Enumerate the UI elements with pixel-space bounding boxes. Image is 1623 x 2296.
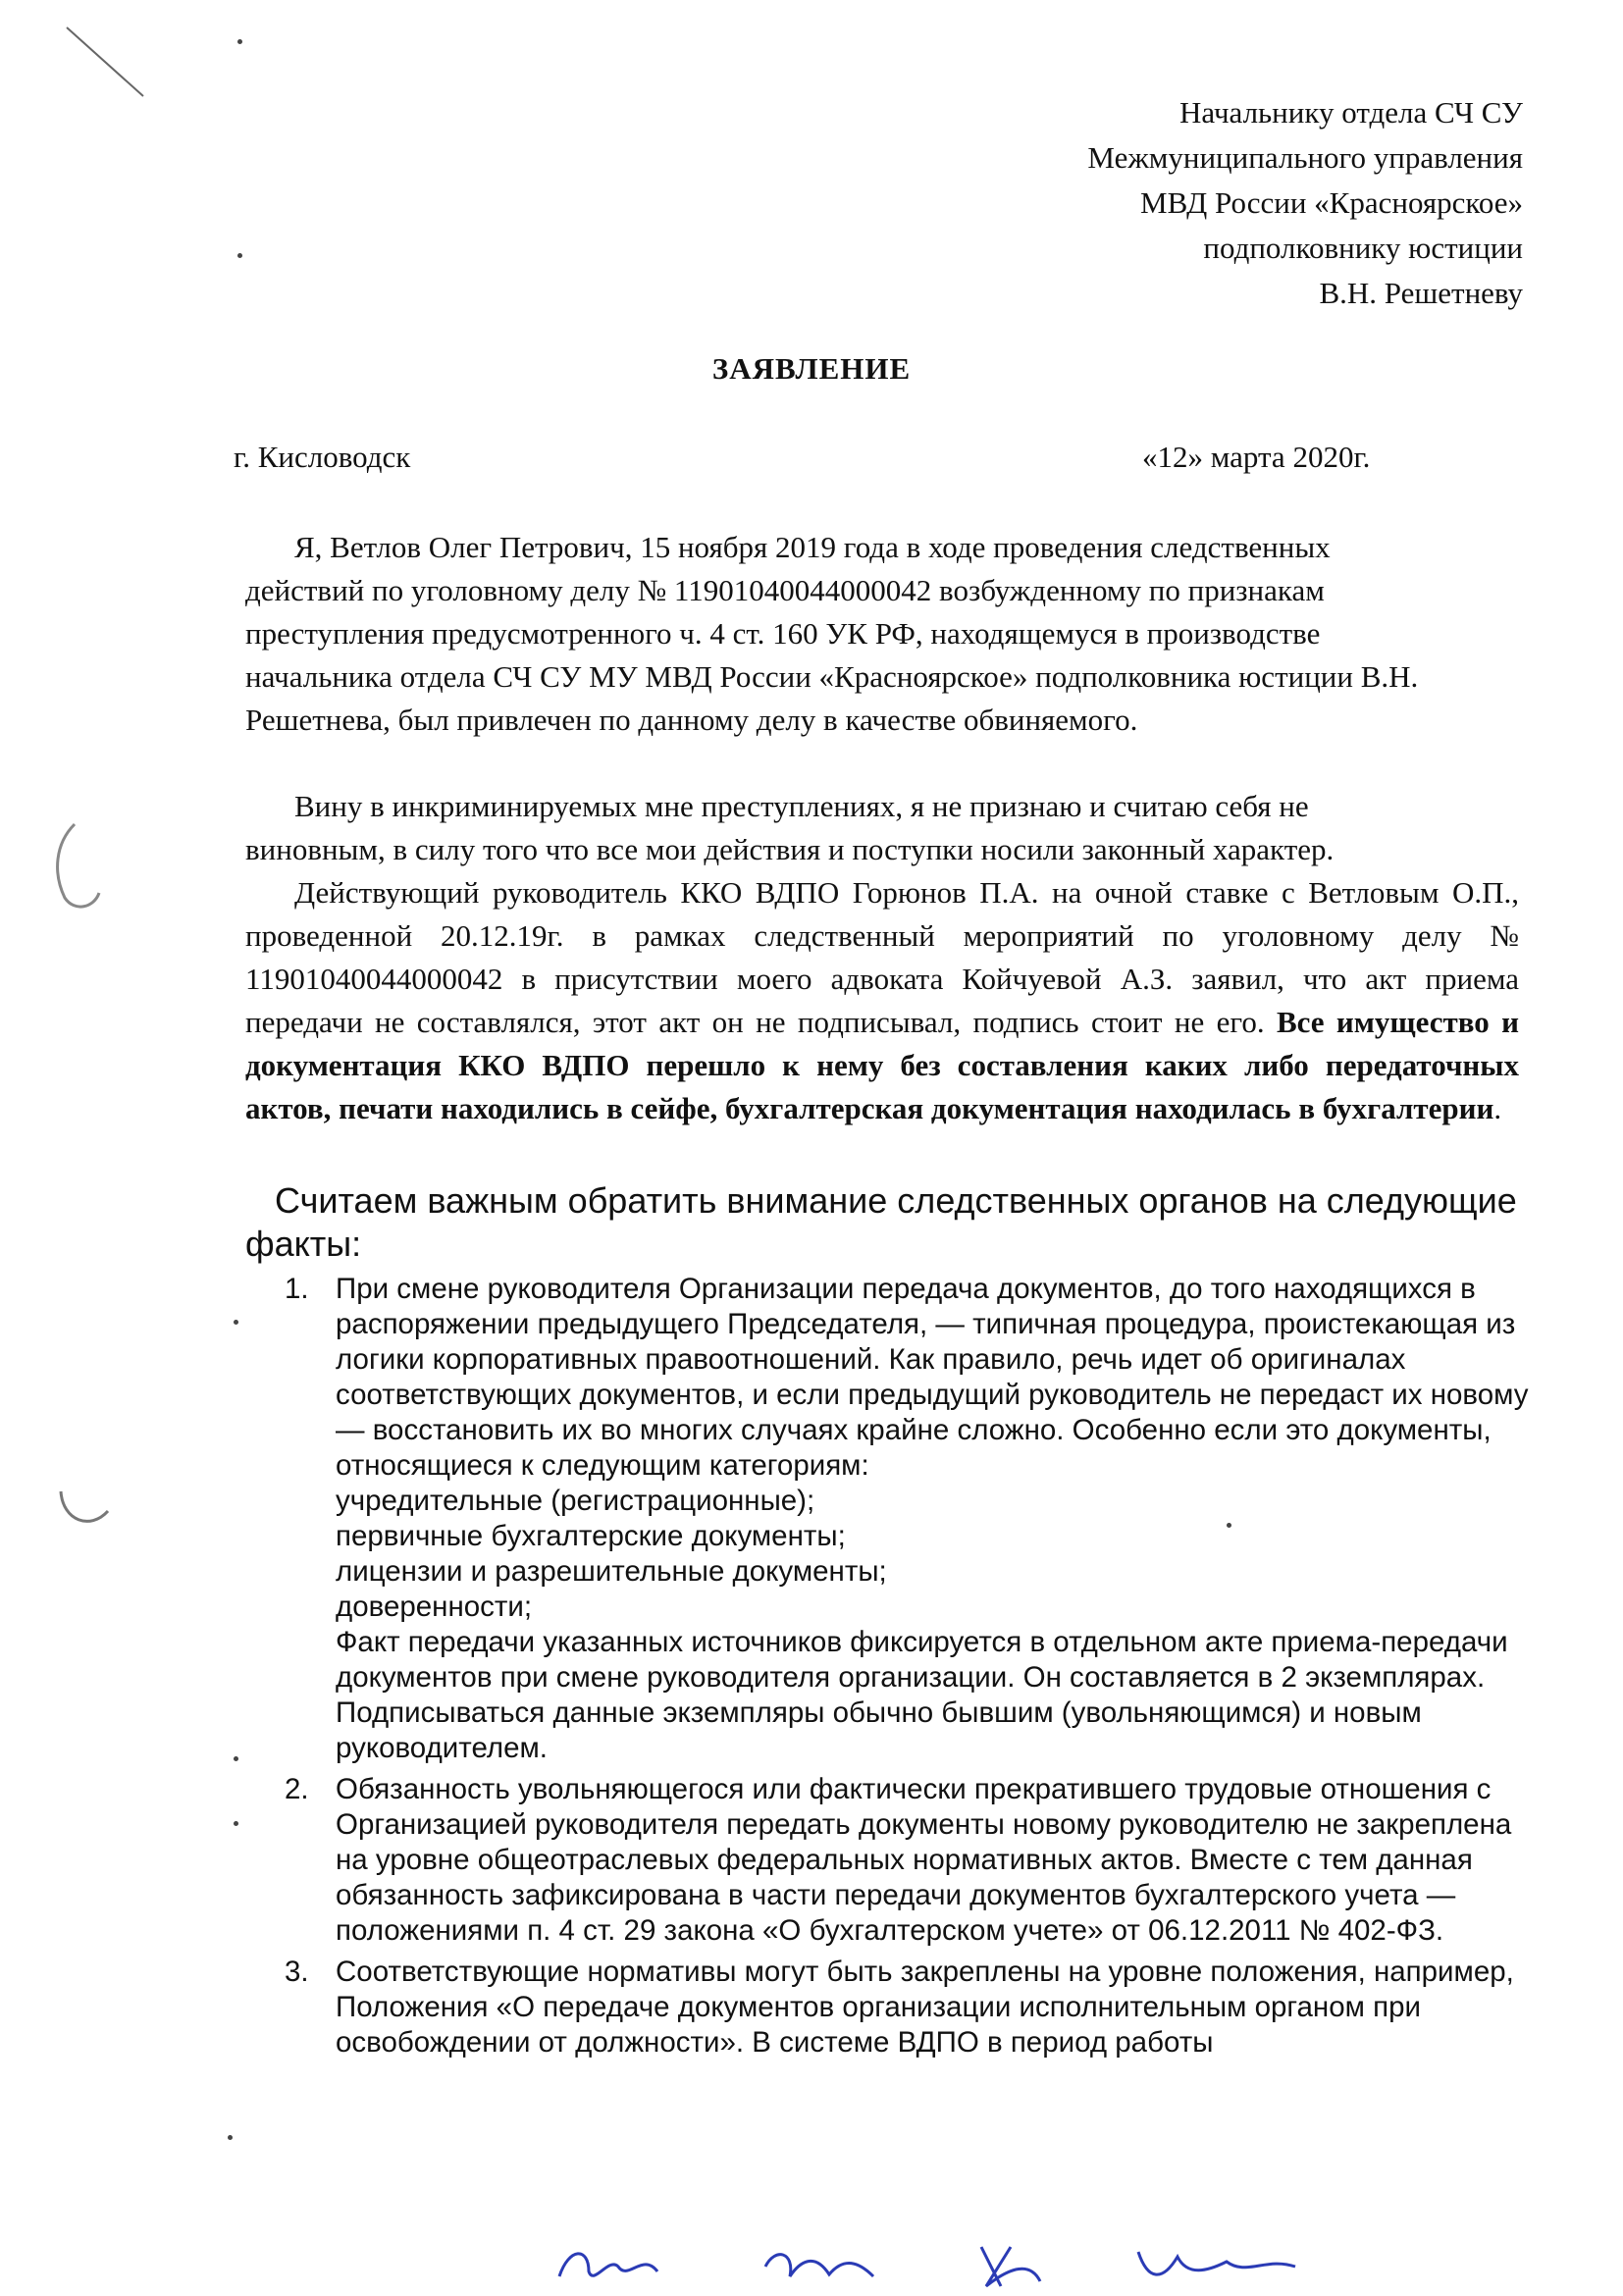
paragraph-1	[245, 526, 1433, 742]
list-item	[285, 1955, 1531, 2061]
facts-intro-text: Считаем важным обратить внимание следственных органов на следующие факты:	[245, 1180, 1517, 1264]
scan-dust	[1227, 1523, 1231, 1528]
list-subitem: Факт передачи указанных источников фиксируется в отдельном акте приема-передачи документов при смене руководителя организации. Он составляется в 2 экземплярах.	[336, 1626, 1508, 1694]
scan-scratch-mark	[59, 20, 157, 108]
addressee-line-5: В.Н. Решетневу	[1319, 276, 1523, 310]
scan-dust	[237, 253, 242, 258]
paragraph-1-text: Я, Ветлов Олег Петрович, 15 ноября 2019 года в ходе проведения следственных действий по уголовному делу № 11901040044000042 возбужденному по признакам преступления предусмотренного ч. 4 ст. 160 УК РФ, находящемуся в производстве начальника отдела СЧ СУ МУ МВД России «Красноярское» подполковника юстиции В.Н. Решетнева, был привлечен по данному делу в качестве обвиняемого.	[245, 530, 1419, 737]
scan-dust	[234, 1320, 238, 1325]
list-subitem: доверенности;	[336, 1591, 533, 1623]
paragraph-3-text: Действующий руководитель ККО ВДПО Горюнов П.А. на очной ставке с Ветловым О.П., проведенной 20.12.19г. в рамках следственный мероприятий по уголовному делу № 11901040044000042 в присутствии моего адвоката Койчуевой А.З. заявил, что акт приема передачи не составлялся, этот акт он не подписывал, подпись стоит не его.	[245, 875, 1519, 1039]
list-item	[285, 1772, 1531, 1949]
scan-dust	[237, 39, 242, 44]
scan-dust	[234, 1756, 238, 1761]
paragraph-3	[245, 871, 1519, 1130]
list-item-text: Соответствующие нормативы могут быть закреплены на уровне положения, например, Положения «О передаче документов организации исполнительным органом при освобождении от должности». В системе ВДПО в период работы	[336, 1956, 1514, 2059]
scan-dust	[228, 2135, 233, 2140]
paragraph-2	[245, 785, 1433, 871]
list-item-text: Обязанность увольняющегося или фактически прекратившего трудовые отношения с Организацией руководителя передать документы новому руководителю не закреплена на уровне общеотраслевых федеральных нормативных актов. Вместе с тем данная обязанность зафиксирована в части передачи документов бухгалтерского учета — положениями п. 4 ст. 29 закона «О бухгалтерском учете» от 06.12.2011 № 402-ФЗ.	[336, 1773, 1512, 1947]
addressee-line-2: Межмуниципального управления	[1087, 140, 1523, 175]
document-date: «12» марта 2020г.	[1142, 440, 1371, 474]
list-item-number: 1.	[285, 1273, 309, 1305]
addressee-line-3: МВД России «Красноярское»	[1140, 185, 1523, 220]
addressee-line-4: подполковнику юстиции	[1203, 231, 1523, 265]
paragraph-2-text: Вину в инкриминируемых мне преступлениях, я не признаю и считаю себя не виновным, в силу того что все мои действия и поступки носили законный характер.	[245, 789, 1335, 866]
list-item	[285, 1272, 1531, 1766]
punch-hole-mark-top	[45, 814, 114, 922]
addressee-line-1: Начальнику отдела СЧ СУ	[1179, 95, 1523, 130]
document-place: г. Кисловодск	[234, 440, 411, 474]
paragraph-3-end: .	[1493, 1091, 1502, 1125]
paragraph-3-bold-text: Все имущество и документация ККО ВДПО перешло к нему без составления каких либо передаточных актов, печати находились в сейфе, бухгалтерская документация находилась в бухгалтерии	[245, 1005, 1519, 1125]
punch-hole-mark-bottom	[51, 1472, 120, 1540]
facts-intro	[245, 1179, 1521, 1266]
list-subitem: Подписываться данные экземпляры обычно бывшим (увольняющимся) и новым руководителем.	[336, 1696, 1422, 1764]
list-item-number: 2.	[285, 1773, 309, 1805]
scan-dust	[234, 1821, 238, 1826]
list-item-text: При смене руководителя Организации передача документов, до того находящихся в распоряжении предыдущего Председателя, — типичная процедура, проистекающая из логики корпоративных правоотношений. Как правило, речь идет об оригиналах соответствующих документов, и если предыдущий руководитель не передаст их новому — восстановить их во многих случаях крайне сложно. Особенно если это документы, относящиеся к следующим категориям:	[336, 1273, 1529, 1482]
document-title: ЗАЯВЛЕНИЕ	[711, 351, 912, 386]
list-subitem: лицензии и разрешительные документы;	[336, 1555, 887, 1588]
list-subitem: первичные бухгалтерские документы;	[336, 1520, 846, 1552]
list-subitem: учредительные (регистрационные);	[336, 1485, 815, 1517]
handwritten-signature	[550, 2237, 1354, 2296]
list-item-number: 3.	[285, 1956, 309, 1988]
facts-list	[285, 1272, 1531, 2066]
addressee-block	[981, 90, 1523, 316]
